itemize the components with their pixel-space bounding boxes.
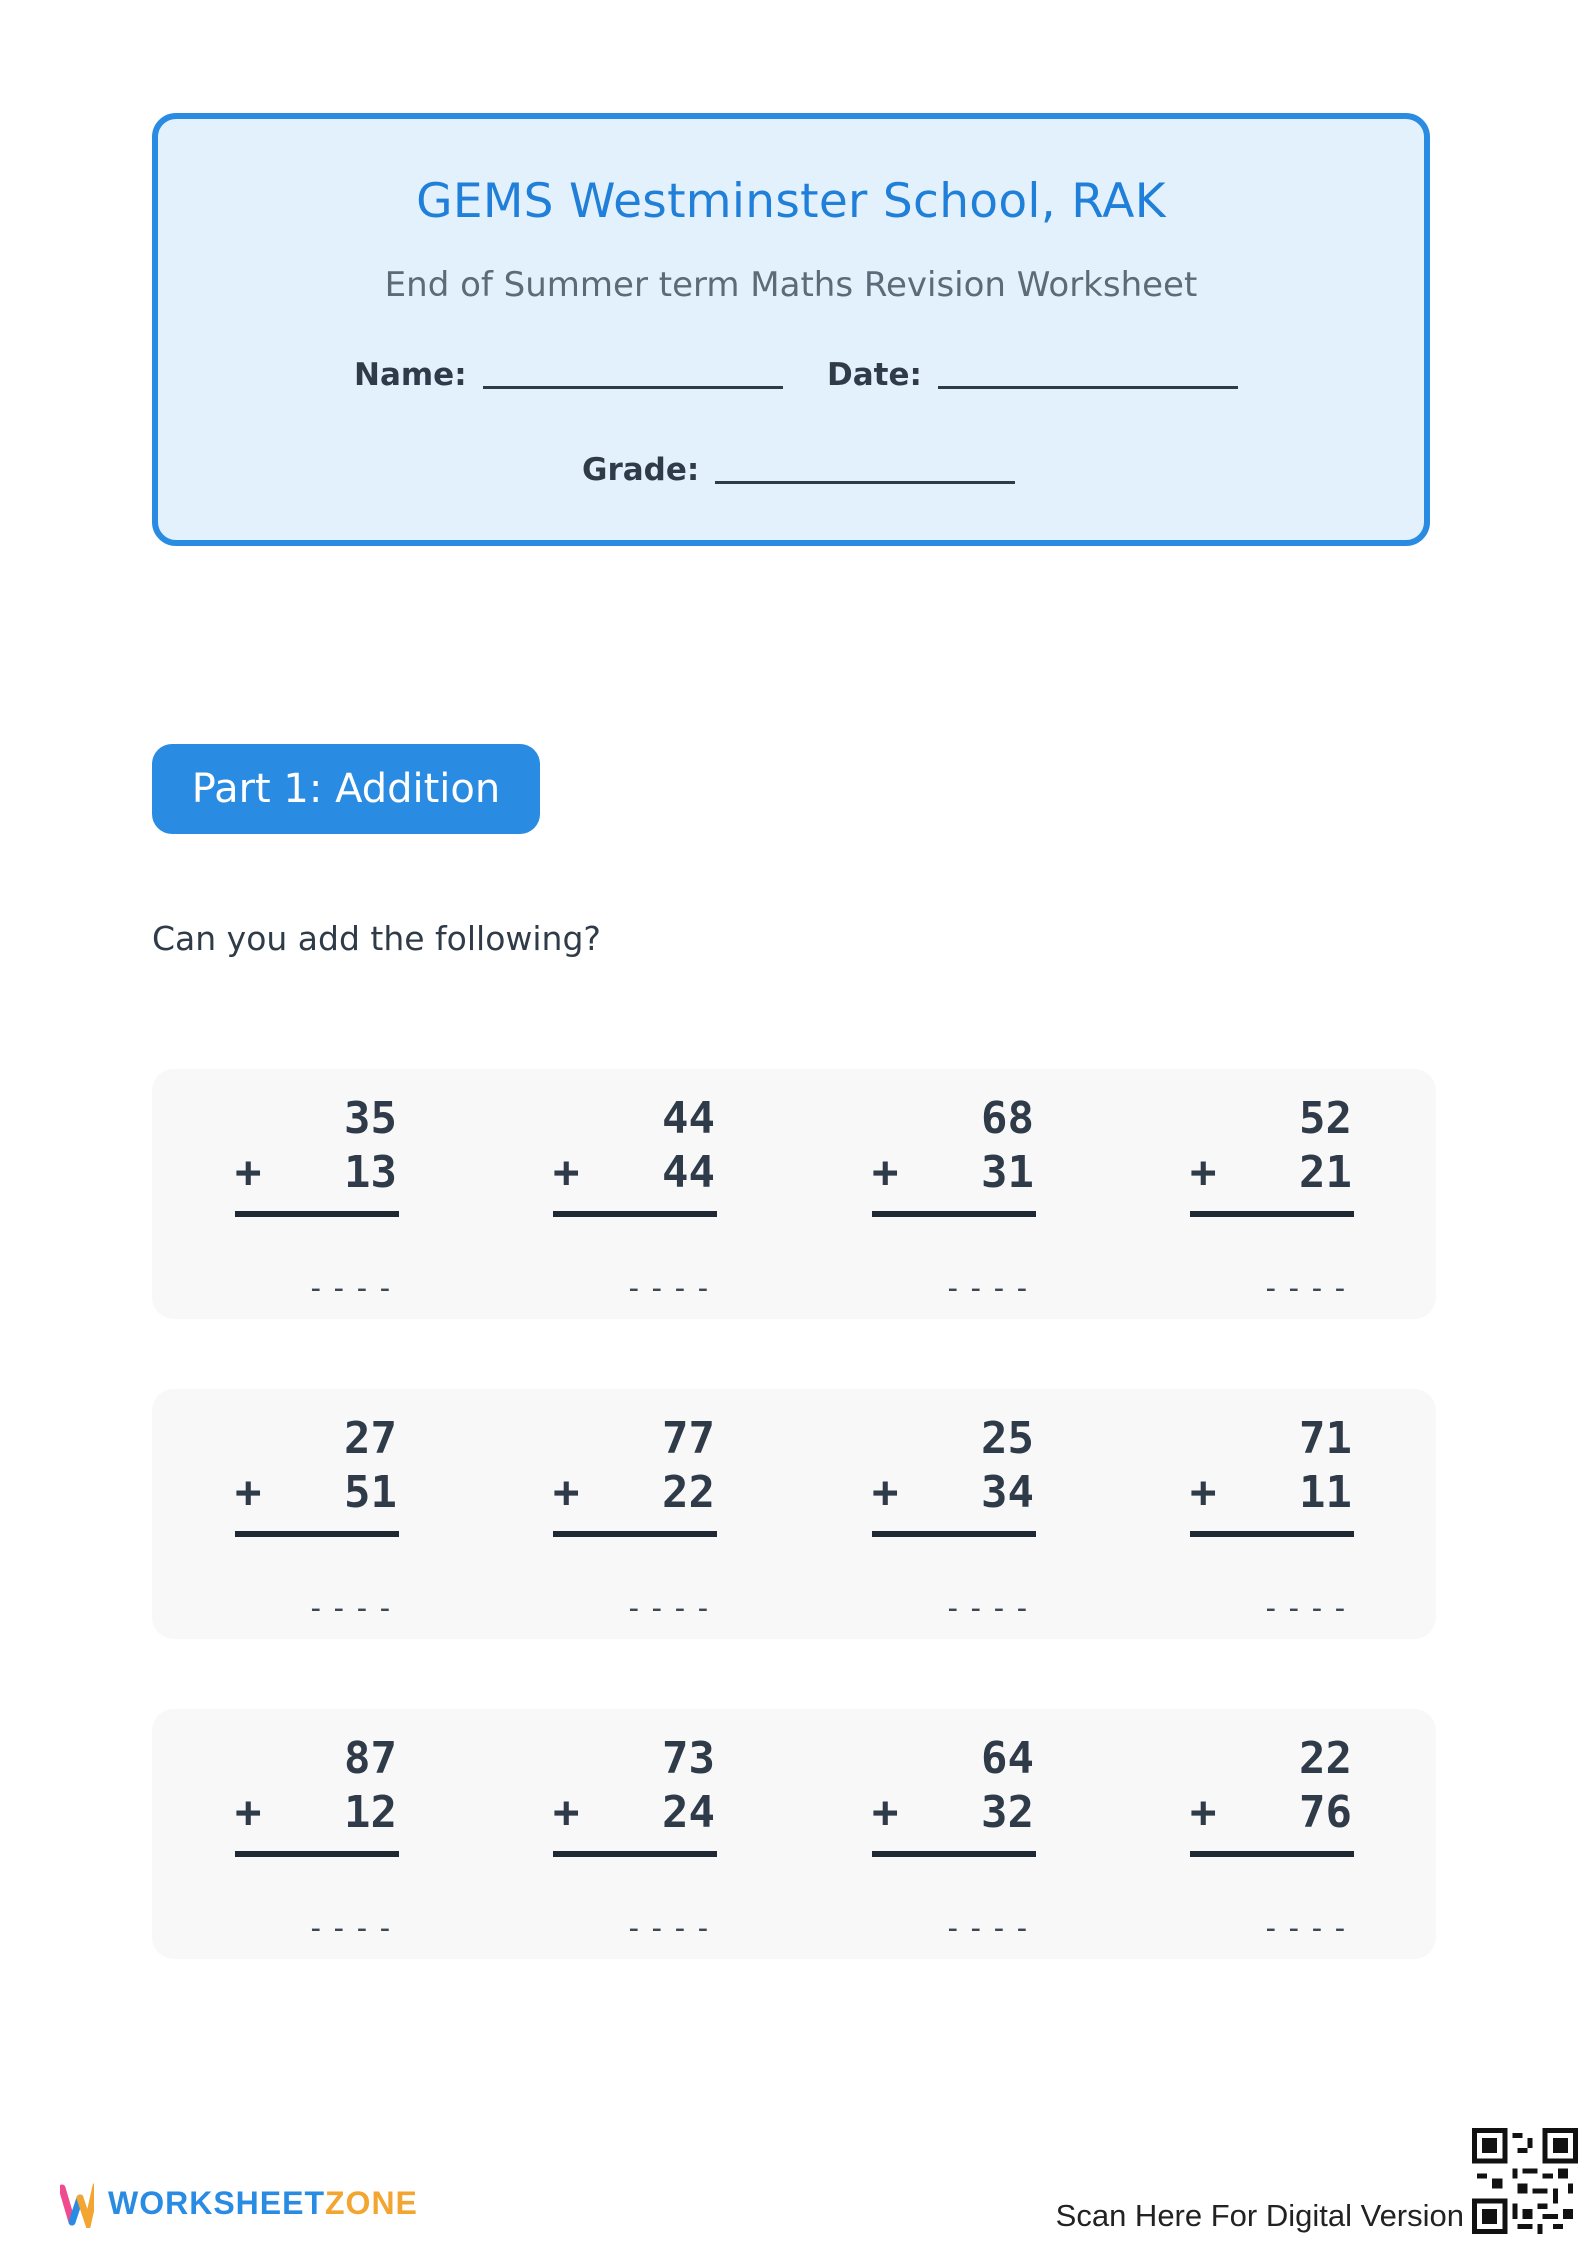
addend-top: 64 bbox=[981, 1733, 1034, 1784]
addend-bottom: 44 bbox=[662, 1147, 715, 1198]
addend-bottom: 11 bbox=[1299, 1467, 1352, 1518]
answer-blank[interactable]: ---- bbox=[624, 1591, 717, 1626]
answer-blank[interactable]: ---- bbox=[1261, 1591, 1354, 1626]
addition-problem bbox=[553, 1709, 717, 1959]
addend-top: 71 bbox=[1299, 1413, 1352, 1464]
plus-operator: + bbox=[1190, 1147, 1217, 1198]
addition-problem bbox=[872, 1709, 1036, 1959]
answer-blank[interactable]: ---- bbox=[943, 1591, 1036, 1626]
name-blank-line bbox=[483, 386, 783, 389]
answer-blank[interactable]: ---- bbox=[943, 1911, 1036, 1946]
name-field bbox=[354, 357, 783, 393]
addition-problem bbox=[553, 1389, 717, 1639]
addition-problem bbox=[553, 1069, 717, 1319]
addend-top: 44 bbox=[662, 1093, 715, 1144]
sum-line bbox=[872, 1851, 1036, 1857]
sum-line bbox=[235, 1531, 399, 1537]
sum-line bbox=[1190, 1851, 1354, 1857]
sum-line bbox=[872, 1211, 1036, 1217]
addend-bottom: 21 bbox=[1299, 1147, 1352, 1198]
addend-top: 77 bbox=[662, 1413, 715, 1464]
header-card bbox=[152, 113, 1430, 546]
answer-blank[interactable]: ---- bbox=[943, 1271, 1036, 1306]
sum-line bbox=[235, 1211, 399, 1217]
plus-operator: + bbox=[872, 1787, 899, 1838]
problem-row bbox=[152, 1069, 1436, 1319]
sum-line bbox=[872, 1531, 1036, 1537]
part1-instruction: Can you add the following? bbox=[152, 919, 601, 958]
answer-blank[interactable]: ---- bbox=[624, 1911, 717, 1946]
sum-line bbox=[1190, 1531, 1354, 1537]
addend-bottom: 34 bbox=[981, 1467, 1034, 1518]
plus-operator: + bbox=[872, 1467, 899, 1518]
addend-bottom: 12 bbox=[344, 1787, 397, 1838]
grade-field bbox=[582, 452, 1015, 488]
addend-top: 68 bbox=[981, 1093, 1034, 1144]
sum-line bbox=[553, 1851, 717, 1857]
worksheet-subtitle: End of Summer term Maths Revision Worksheet bbox=[384, 265, 1198, 305]
plus-operator: + bbox=[872, 1147, 899, 1198]
addend-top: 27 bbox=[344, 1413, 397, 1464]
addition-problem bbox=[872, 1389, 1036, 1639]
date-label: Date: bbox=[827, 357, 922, 393]
answer-blank[interactable]: ---- bbox=[1261, 1271, 1354, 1306]
plus-operator: + bbox=[235, 1467, 262, 1518]
qr-code-icon[interactable] bbox=[1472, 2128, 1578, 2234]
worksheetzone-w-icon bbox=[60, 2178, 94, 2228]
problem-row bbox=[152, 1389, 1436, 1639]
answer-blank[interactable]: ---- bbox=[624, 1271, 717, 1306]
addition-problem bbox=[235, 1709, 399, 1959]
addition-problem bbox=[1190, 1389, 1354, 1639]
addend-bottom: 24 bbox=[662, 1787, 715, 1838]
plus-operator: + bbox=[553, 1467, 580, 1518]
plus-operator: + bbox=[553, 1787, 580, 1838]
addend-top: 35 bbox=[344, 1093, 397, 1144]
plus-operator: + bbox=[1190, 1787, 1217, 1838]
worksheetzone-logo bbox=[60, 2178, 418, 2228]
problem-row bbox=[152, 1709, 1436, 1959]
addend-bottom: 22 bbox=[662, 1467, 715, 1518]
brand-name: WORKSHEETZONE bbox=[108, 2184, 418, 2221]
answer-blank[interactable]: ---- bbox=[306, 1591, 399, 1626]
addend-top: 22 bbox=[1299, 1733, 1352, 1784]
grade-blank-line bbox=[715, 481, 1015, 484]
addend-bottom: 13 bbox=[344, 1147, 397, 1198]
addend-bottom: 51 bbox=[344, 1467, 397, 1518]
date-field bbox=[827, 357, 1238, 393]
plus-operator: + bbox=[553, 1147, 580, 1198]
addition-problem bbox=[235, 1389, 399, 1639]
date-blank-line bbox=[938, 386, 1238, 389]
answer-blank[interactable]: ---- bbox=[306, 1271, 399, 1306]
addition-problem bbox=[1190, 1069, 1354, 1319]
scan-instruction: Scan Here For Digital Version bbox=[1055, 2198, 1464, 2233]
name-label: Name: bbox=[354, 357, 467, 393]
addend-top: 73 bbox=[662, 1733, 715, 1784]
answer-blank[interactable]: ---- bbox=[306, 1911, 399, 1946]
addend-top: 87 bbox=[344, 1733, 397, 1784]
sum-line bbox=[235, 1851, 399, 1857]
addend-bottom: 76 bbox=[1299, 1787, 1352, 1838]
addition-problem bbox=[872, 1069, 1036, 1319]
school-name: GEMS Westminster School, RAK bbox=[416, 174, 1166, 229]
addend-top: 52 bbox=[1299, 1093, 1352, 1144]
addend-top: 25 bbox=[981, 1413, 1034, 1464]
answer-blank[interactable]: ---- bbox=[1261, 1911, 1354, 1946]
plus-operator: + bbox=[1190, 1467, 1217, 1518]
sum-line bbox=[1190, 1211, 1354, 1217]
sum-line bbox=[553, 1211, 717, 1217]
addition-problem bbox=[1190, 1709, 1354, 1959]
addend-bottom: 31 bbox=[981, 1147, 1034, 1198]
part1-title-badge: Part 1: Addition bbox=[152, 744, 540, 834]
plus-operator: + bbox=[235, 1787, 262, 1838]
addend-bottom: 32 bbox=[981, 1787, 1034, 1838]
sum-line bbox=[553, 1531, 717, 1537]
addition-problem bbox=[235, 1069, 399, 1319]
grade-label: Grade: bbox=[582, 452, 700, 488]
plus-operator: + bbox=[235, 1147, 262, 1198]
